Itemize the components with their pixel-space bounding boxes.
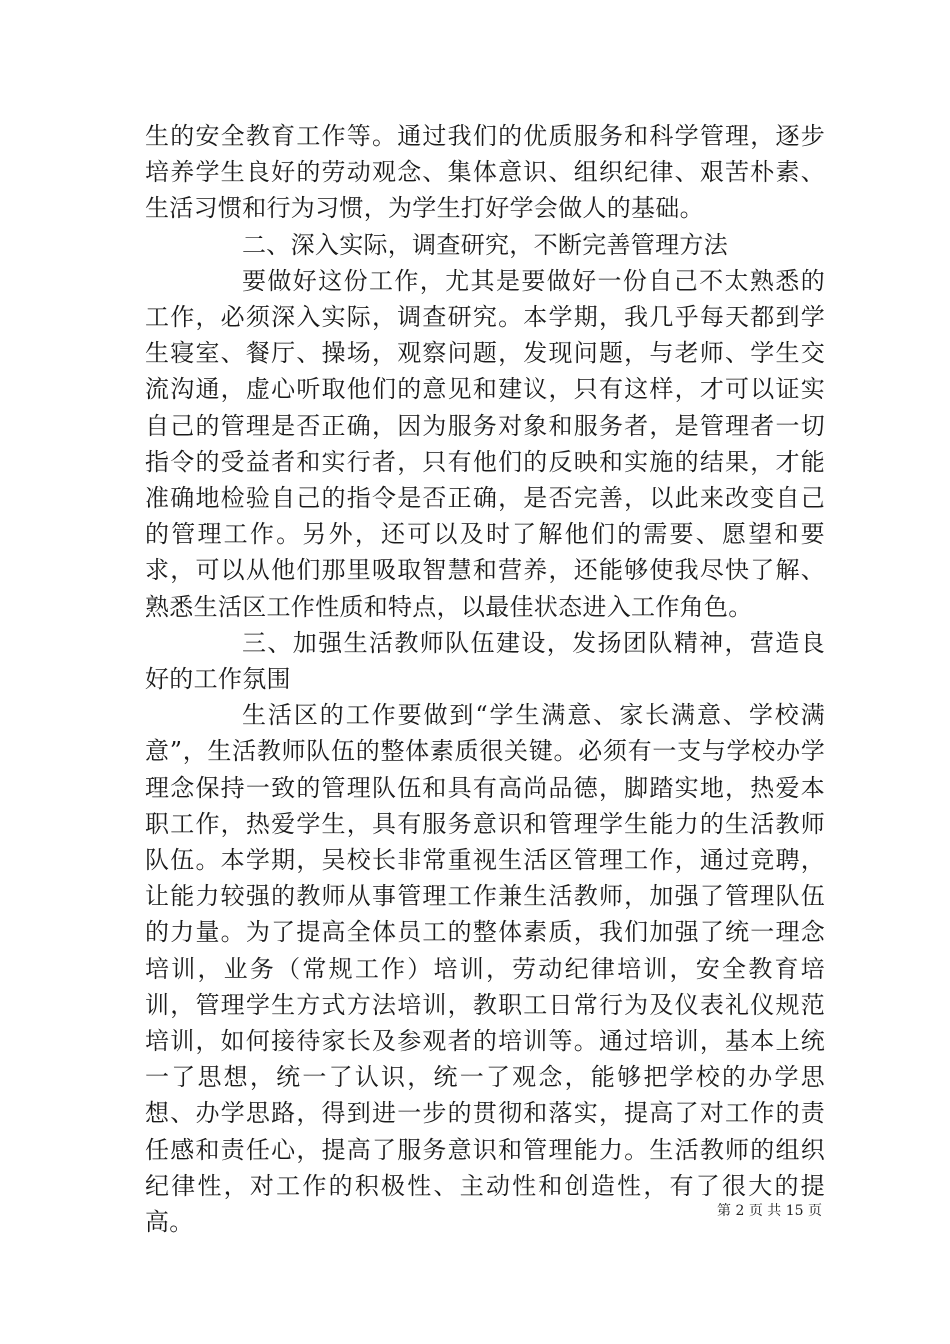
paragraph-section-3: 生活区的工作要做到“学生满意、家长满意、学校满意”，生活教师队伍的整体素质很关键。必须有一支与学校办学理念保持一致的管理队伍和具有高尚品德，脚踏实地，热爱本职工作，热爱学生，具有服务意识和管理学生能力的生活教师队伍。本学期，吴校长非常重视生活区管理工作，通过竞聘，让能力较强的教师从事管理工作兼生活教师，加强了管理队伍的力量。为了提高全体员工的整体素质，我们加强了统一理念培训，业务（常规工作）培训，劳动纪律培训，安全教育培训，管理学生方式方法培训，教职工日常行为及仪表礼仪规范培训，如何接待家长及参观者的培训等。通过培训，基本上统一了思想，统一了认识，统一了观念，能够把学校的办学思想、办学思路，得到进一步的贯彻和落实，提高了对工作的责任感和责任心，提高了服务意识和管理能力。生活教师的组织纪律性，对工作的积极性、主动性和创造性，有了很大的提高。 bbox=[145, 701, 825, 1237]
document-body bbox=[145, 118, 825, 1240]
page-number-footer: 第 2 页 共 15 页 bbox=[717, 1203, 822, 1219]
section-heading-2: 二、深入实际，调查研究，不断完善管理方法 bbox=[242, 230, 728, 259]
section-heading-3: 三、加强生活教师队伍建设，发扬团队精神，营造良好的工作氛围 bbox=[145, 628, 825, 694]
paragraph-continuation: 生的安全教育工作等。通过我们的优质服务和科学管理，逐步培养学生良好的劳动观念、集体意识、组织纪律、艰苦朴素、生活习惯和行为习惯，为学生打好学会做人的基础。 bbox=[145, 122, 825, 223]
paragraph-section-2: 要做好这份工作，尤其是要做好一份自己不太熟悉的工作，必须深入实际，调查研究。本学期，我几乎每天都到学生寝室、餐厅、操场，观察问题，发现问题，与老师、学生交流沟通，虚心听取他们的意见和建议，只有这样，才可以证实自己的管理是否正确，因为服务对象和服务者，是管理者一切指令的受益者和实行者，只有他们的反映和实施的结果，才能准确地检验自己的指令是否正确，是否完善，以此来改变自己的管理工作。另外，还可以及时了解他们的需要、愿望和要求，可以从他们那里吸取智慧和营养，还能够使我尽快了解、熟悉生活区工作性质和特点，以最佳状态进入工作角色。 bbox=[145, 266, 825, 621]
